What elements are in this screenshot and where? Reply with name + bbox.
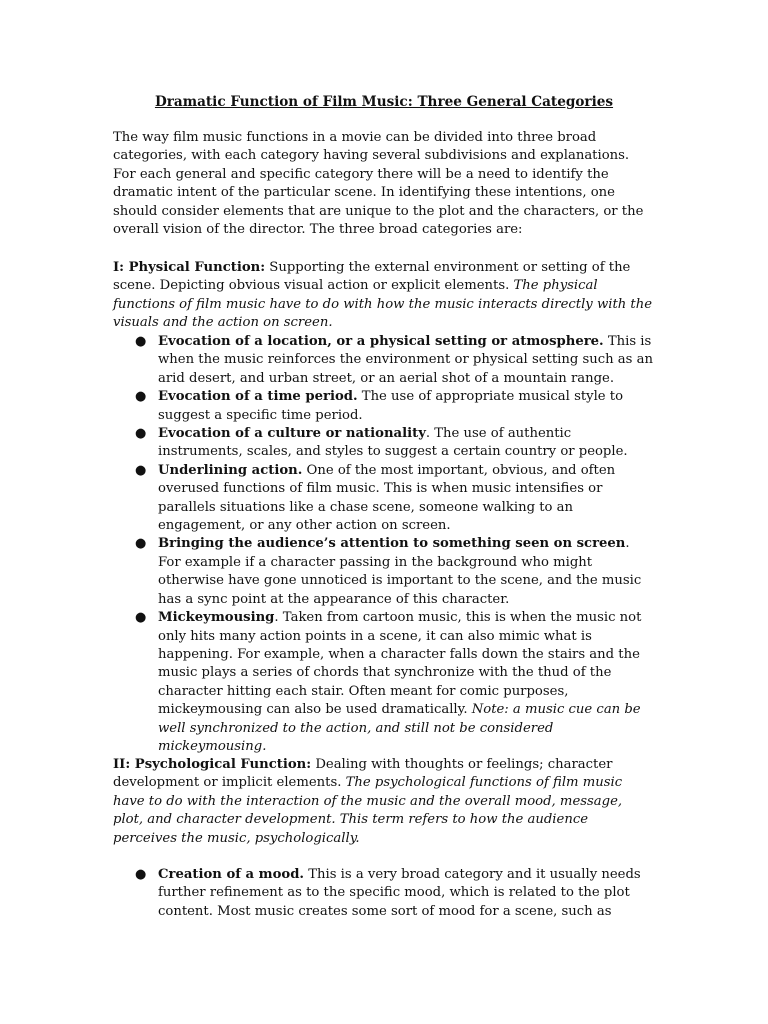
item-note: Note: a music cue can be well synchronized to the action, and still not be considered mickeymousing.: [158, 702, 641, 754]
list-item: [113, 535, 653, 609]
item-text: . The use of authentic instruments, scales, and styles to suggest a certain country or people.: [158, 426, 628, 460]
item-text: The use of appropriate musical style to suggest a specific time period.: [158, 389, 624, 423]
section-heading: I: Physical Function:: [113, 260, 266, 275]
section-psychological-function: [113, 756, 653, 848]
bullet-icon: ●: [135, 389, 147, 405]
item-text: . Taken from cartoon music, this is when the music not only hits many action points in a scene, it can also mimic what is happening. For example, when a character falls down the stairs and the music plays a series of chords that synchronize with the thud of the character hitting each stair. Often meant for comic purposes, mickeymousing can also be used dramatically.: [158, 610, 642, 718]
bullet-icon: ●: [135, 536, 147, 552]
item-term: Evocation of a location, or a physical setting or atmosphere.: [158, 334, 604, 349]
list-item: [113, 866, 653, 921]
item-term: Mickeymousing: [158, 610, 275, 626]
list-item: [113, 333, 653, 388]
item-term: Underlining action.: [158, 462, 303, 478]
psychological-function-list: [113, 866, 653, 921]
section-text: Supporting the external environment or setting of the scene. Depicting obvious visual action or explicit elements.: [113, 260, 631, 294]
section-heading: II: Psychological Function:: [113, 757, 312, 772]
list-item: [113, 609, 653, 756]
item-term: Bringing the audience’s attention to something seen on screen: [158, 536, 626, 552]
item-term: Evocation of a culture or nationality: [158, 426, 426, 442]
intro-paragraph: The way film music functions in a movie can be divided into three broad categories, with each category having several subdivisions and explanations. For each general and specific category there will be a need to identify the dramatic intent of the particular scene. In identifying these intentions, one should consider elements that are unique to the plot and the characters, or the overall vision of the director. The three broad categories are:: [113, 130, 644, 238]
bullet-icon: ●: [135, 426, 147, 442]
bullet-icon: ●: [135, 334, 147, 349]
list-item: [113, 462, 653, 536]
section-text: Dealing with thoughts or feelings; character development or implicit elements.: [113, 757, 613, 791]
bullet-icon: ●: [135, 462, 147, 478]
item-text: This is a very broad category and it usually needs further refinement as to the specific mood, which is related to the plot content. Most music creates some sort of mood for a scene, such as: [158, 867, 641, 919]
list-item: [113, 388, 653, 425]
list-item: [113, 425, 653, 462]
item-term: Evocation of a time period.: [158, 389, 358, 405]
physical-function-list: [113, 333, 653, 756]
section-italic-text: The psychological functions of film music have to do with the interaction of the music and the overall mood, message, plot, and character development. This term refers to how the audience perceives the music, psychologically.: [113, 775, 623, 846]
item-text: This is when the music reinforces the environment or physical setting such as an arid desert, and urban street, or an aerial shot of a mountain range.: [158, 334, 653, 386]
bullet-icon: ●: [135, 867, 147, 882]
item-term: Creation of a mood.: [158, 867, 305, 882]
item-text: . For example if a character passing in the background who might otherwise have gone unnoticed is important to the scene, and the music has a sync point at the appearance of this character.: [158, 536, 642, 607]
item-text: One of the most important, obvious, and often overused functions of film music. This is when music intensifies or parallels situations like a chase scene, someone walking to an engagement, or any other action on screen.: [158, 462, 616, 534]
section-physical-function: [113, 259, 653, 333]
section-italic-text: The physical functions of film music have to do with how the music interacts directly with the visuals and the action on screen.: [113, 278, 653, 331]
document-title: Dramatic Function of Film Music: Three General Categories: [154, 94, 614, 110]
bullet-icon: ●: [135, 610, 147, 626]
